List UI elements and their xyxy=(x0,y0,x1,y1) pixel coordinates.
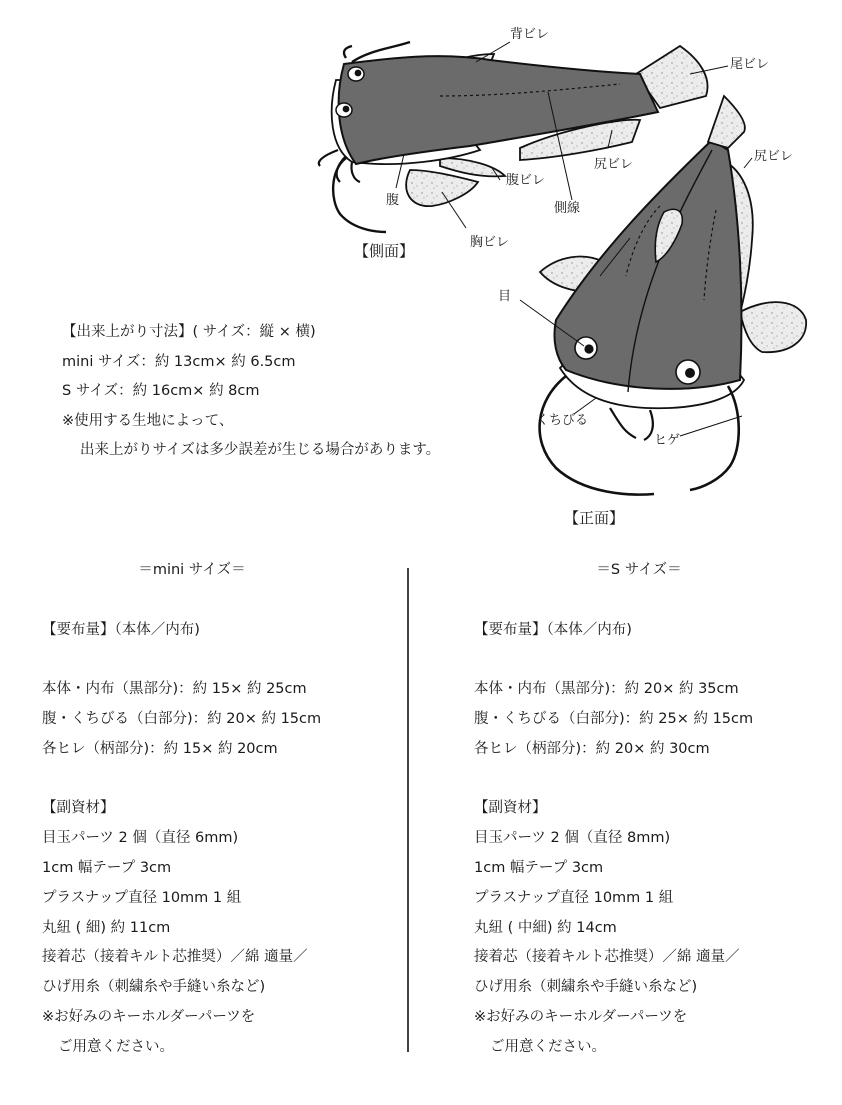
s-fabric-heading: 【要布量】（本体／内布) xyxy=(474,621,632,638)
s-material-item: 1cm 幅テープ 3cm xyxy=(474,859,604,876)
front-whisker-small-left xyxy=(610,408,636,438)
front-whisker-small-right xyxy=(644,410,653,440)
label-ventral-fin: 腹ビレ xyxy=(506,173,546,188)
label-belly: 腹 xyxy=(386,193,400,208)
label-anal-fin-front: 尻ビレ xyxy=(754,149,794,164)
side-view-title: 【側面】 xyxy=(354,242,415,260)
s-fabric-item: 各ヒレ（柄部分)：約 20× 約 30cm xyxy=(474,740,710,757)
mini-fabric-item: 本体・内布（黒部分)：約 15× 約 25cm xyxy=(42,681,307,698)
finished-size-spec xyxy=(62,318,440,466)
mini-fabric-item: 腹・くちびる（白部分)：約 20× 約 15cm xyxy=(42,710,322,727)
s-material-item: 接着芯（接着キルト芯推奨）／綿 適量／ xyxy=(474,949,740,966)
label-anal-fin-side: 尻ビレ xyxy=(594,157,634,172)
front-tail-fin xyxy=(708,96,745,148)
mini-fabric-item: 各ヒレ（柄部分)：約 15× 約 20cm xyxy=(42,740,278,757)
mini-material-item: 目玉パーツ 2 個（直径 6mm) xyxy=(42,830,239,847)
spec-title: 【出来上がり寸法】( サイズ：縦 × 横) xyxy=(62,324,316,340)
mini-material-item: 接着芯（接着キルト芯推奨）／綿 適量／ xyxy=(42,949,308,966)
label-lateral-line: 側線 xyxy=(554,201,581,216)
column-divider xyxy=(407,568,409,1052)
s-material-item: 目玉パーツ 2 個（直径 8mm) xyxy=(474,830,671,847)
label-dorsal-fin: 背ビレ xyxy=(510,27,550,42)
front-view-title: 【正面】 xyxy=(564,509,625,527)
side-pectoral-fin xyxy=(406,170,478,206)
s-materials-heading: 【副資材】 xyxy=(474,800,547,817)
s-fabric-item: 腹・くちびる（白部分)：約 25× 約 15cm xyxy=(474,710,754,727)
mini-note-1: ※お好みのキーホルダーパーツを xyxy=(42,1008,256,1025)
spec-note-1: ※使用する生地によって、 xyxy=(62,412,234,429)
label-whisker: ヒゲ xyxy=(654,433,681,448)
label-eye: 目 xyxy=(498,289,512,304)
mini-materials-heading: 【副資材】 xyxy=(42,800,115,817)
mini-fabric-heading: 【要布量】（本体／内布) xyxy=(42,621,200,638)
mini-material-item: 1cm 幅テープ 3cm xyxy=(42,859,172,876)
s-heading: ＝S サイズ＝ xyxy=(596,562,682,578)
mini-heading: ＝mini サイズ＝ xyxy=(138,562,246,578)
front-pectoral-fin-right xyxy=(740,302,806,352)
mini-material-item: 丸紐 ( 細) 約 11cm xyxy=(42,919,171,936)
s-fabric-item: 本体・内布（黒部分)：約 20× 約 35cm xyxy=(474,681,739,698)
s-material-item: 丸紐 ( 中細) 約 14cm xyxy=(474,919,617,936)
s-size-column xyxy=(474,556,814,1063)
side-whisker-long xyxy=(333,158,386,232)
s-note-1: ※お好みのキーホルダーパーツを xyxy=(474,1008,688,1025)
label-pectoral-fin: 胸ビレ xyxy=(470,235,510,250)
mini-size-column xyxy=(42,556,382,1063)
mini-note-2: ご用意ください。 xyxy=(58,1038,174,1055)
mini-material-item: プラスナップ直径 10mm 1 組 xyxy=(42,889,242,906)
label-lips: くちびる xyxy=(536,413,589,428)
side-whisker-short xyxy=(319,150,338,166)
mini-material-item: ひげ用糸（刺繍糸や手縫い糸など) xyxy=(42,979,266,996)
s-material-item: ひげ用糸（刺繍糸や手縫い糸など) xyxy=(474,979,698,996)
s-material-item: プラスナップ直径 10mm 1 組 xyxy=(474,889,674,906)
spec-note-2: 出来上がりサイズは多少誤差が生じる場合があります。 xyxy=(80,442,441,458)
spec-mini: mini サイズ：約 13cm× 約 6.5cm xyxy=(62,353,296,370)
label-tail-fin: 尾ビレ xyxy=(730,57,770,72)
s-note-2: ご用意ください。 xyxy=(490,1038,606,1055)
side-whisker-top2 xyxy=(344,46,352,58)
spec-s: S サイズ：約 16cm× 約 8cm xyxy=(62,383,260,399)
